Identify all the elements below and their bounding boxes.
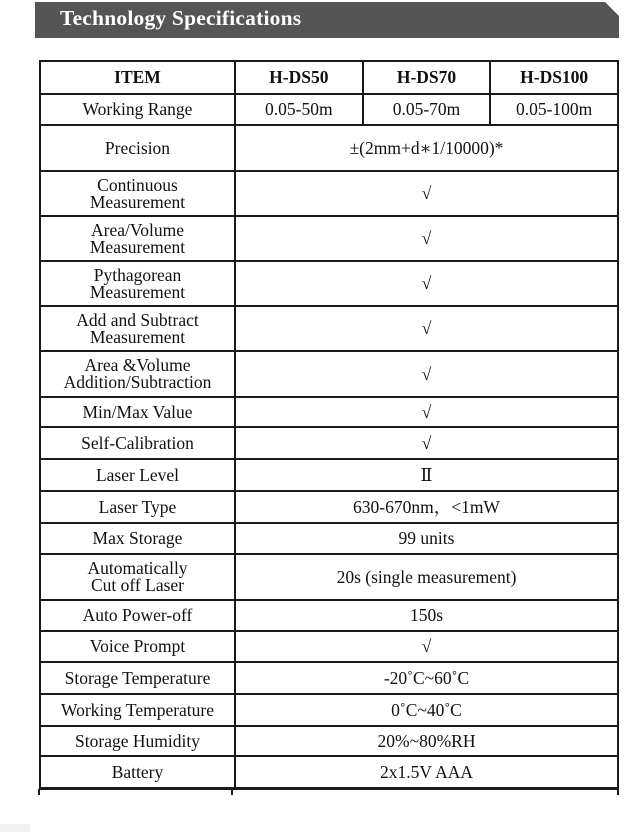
row-label-line: Add and Subtract	[76, 309, 199, 330]
row-label-line: Cut off Laser	[91, 575, 184, 595]
row-label	[40, 306, 235, 351]
row-label	[40, 216, 235, 261]
cell-value: ±(2mm+d∗1/10000)*	[235, 125, 618, 171]
row-label: Precision	[40, 125, 235, 171]
row-label-line: Automatically	[87, 558, 188, 578]
corner-fold-decoration	[605, 2, 619, 16]
column-header-h-ds70: H-DS70	[363, 61, 491, 94]
row-label: Storage Humidity	[40, 726, 235, 756]
cell-value: 630-670nm，<1mW	[235, 491, 618, 523]
row-label-line: Measurement	[89, 326, 186, 347]
cell-value: 0˚C~40˚C	[235, 694, 618, 726]
row-label: Min/Max Value	[40, 397, 235, 427]
table-edge-tick	[231, 789, 233, 795]
column-header-item: ITEM	[40, 61, 235, 94]
column-header-h-ds100: H-DS100	[490, 61, 618, 94]
table-row	[40, 694, 618, 726]
row-label: Laser Level	[40, 459, 235, 491]
row-label: Self-Calibration	[40, 427, 235, 459]
table-row	[40, 94, 618, 125]
check-mark: √	[235, 351, 618, 397]
row-label	[40, 171, 235, 216]
section-header	[35, 2, 619, 38]
cell-value: -20˚C~60˚C	[235, 662, 618, 694]
row-label-line: Pythagorean	[93, 264, 182, 285]
table-row	[40, 216, 618, 261]
check-mark: √	[235, 397, 618, 427]
row-label: Auto Power-off	[40, 600, 235, 631]
table-row	[40, 397, 618, 427]
row-label: Storage Temperature	[40, 662, 235, 694]
cell-value: 99 units	[235, 523, 618, 554]
row-label-line: Continuous	[97, 174, 178, 195]
section-title: Technology Specifications	[60, 6, 302, 30]
table-row	[40, 554, 618, 600]
table-row	[40, 125, 618, 171]
cell-value: 0.05-100m	[490, 94, 618, 125]
cell-value: 0.05-70m	[363, 94, 491, 125]
row-label: Laser Type	[40, 491, 235, 523]
cell-value: 20%~80%RH	[235, 726, 618, 756]
table-header-row	[40, 61, 618, 94]
page-footer-mark	[0, 824, 30, 832]
row-label: Voice Prompt	[40, 631, 235, 662]
table-row	[40, 600, 618, 631]
table-row	[40, 491, 618, 523]
spec-table	[39, 60, 619, 789]
row-label: Battery	[40, 756, 235, 788]
row-label: Working Temperature	[40, 694, 235, 726]
table-row	[40, 306, 618, 351]
row-label-line: Addition/Subtraction	[63, 372, 212, 392]
cell-value: Ⅱ	[235, 459, 618, 491]
table-row	[40, 427, 618, 459]
check-mark: √	[235, 261, 618, 306]
check-mark: √	[235, 216, 618, 261]
row-label: Working Range	[40, 94, 235, 125]
row-label	[40, 261, 235, 306]
table-row	[40, 171, 618, 216]
row-label-line: Measurement	[89, 191, 186, 212]
table-edge-tick	[38, 789, 40, 795]
table-edge-tick	[617, 789, 619, 795]
table-row	[40, 631, 618, 662]
column-header-h-ds50: H-DS50	[235, 61, 363, 94]
row-label-line: Area/Volume	[91, 219, 184, 240]
table-row	[40, 459, 618, 491]
check-mark: √	[235, 427, 618, 459]
cell-value: 0.05-50m	[235, 94, 363, 125]
row-label	[40, 351, 235, 397]
check-mark: √	[235, 631, 618, 662]
row-label: Max Storage	[40, 523, 235, 554]
row-label-line: Area &Volume	[84, 355, 191, 375]
check-mark: √	[235, 171, 618, 216]
cell-value: 2x1.5V AAA	[235, 756, 618, 788]
table-bottom-edge	[39, 788, 619, 796]
table-row	[40, 756, 618, 788]
cell-value: 20s (single measurement)	[235, 554, 618, 600]
table-row	[40, 351, 618, 397]
table-row	[40, 726, 618, 756]
table-row	[40, 261, 618, 306]
table-row	[40, 662, 618, 694]
check-mark: √	[235, 306, 618, 351]
cell-value: 150s	[235, 600, 618, 631]
row-label	[40, 554, 235, 600]
table-row	[40, 523, 618, 554]
row-label-line: Measurement	[89, 281, 186, 302]
row-label-line: Measurement	[89, 236, 186, 257]
